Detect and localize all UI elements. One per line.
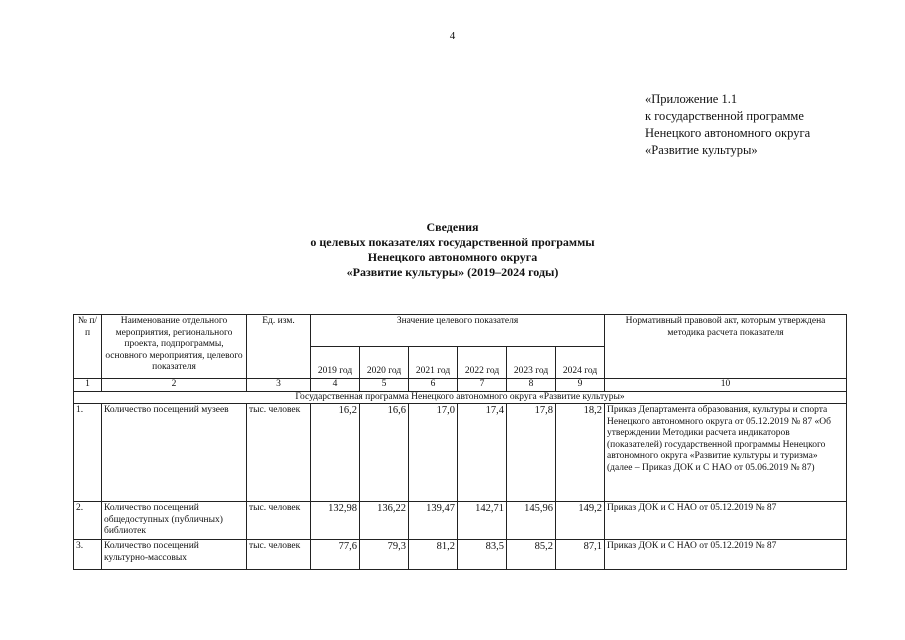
row-value: 142,71 [458, 502, 507, 540]
column-number: 2 [102, 379, 247, 392]
header-row [74, 315, 847, 347]
row-value: 87,1 [556, 540, 605, 570]
page-number: 4 [449, 30, 456, 42]
title-line: «Развитие культуры» (2019–2024 годы) [346, 265, 559, 279]
year-cell: 2022 год [458, 347, 507, 379]
row-value: 145,96 [507, 502, 556, 540]
row-value: 132,98 [311, 502, 360, 540]
appendix-line: «Приложение 1.1 [645, 92, 738, 106]
row-num: 3. [74, 540, 102, 570]
row-num: 2. [74, 502, 102, 540]
row-value: 77,6 [311, 540, 360, 570]
table-row [74, 540, 847, 570]
column-number: 3 [247, 379, 311, 392]
row-unit: тыс. человек [247, 502, 311, 540]
year-cell: 2019 год [311, 347, 360, 379]
row-name: Количество посещений общедоступных (публичных) библиотек [102, 502, 247, 540]
row-value: 17,8 [507, 404, 556, 502]
column-number: 4 [311, 379, 360, 392]
row-unit: тыс. человек [247, 540, 311, 570]
appendix-note [645, 91, 810, 159]
column-number: 8 [507, 379, 556, 392]
row-value: 83,5 [458, 540, 507, 570]
column-number: 5 [360, 379, 409, 392]
row-value: 79,3 [360, 540, 409, 570]
table-row [74, 404, 847, 502]
row-value: 16,2 [311, 404, 360, 502]
year-cell: 2024 год [556, 347, 605, 379]
appendix-line: Ненецкого автономного округа [645, 126, 811, 140]
row-value: 17,4 [458, 404, 507, 502]
row-value: 16,6 [360, 404, 409, 502]
table-row [74, 502, 847, 540]
header-value-group: Значение целевого показателя [311, 315, 605, 347]
column-number: 7 [458, 379, 507, 392]
title-line: Сведения [426, 220, 479, 234]
year-cell: 2020 год [360, 347, 409, 379]
row-value: 17,0 [409, 404, 458, 502]
year-cell: 2023 год [507, 347, 556, 379]
title-line: о целевых показателях государственной программы [310, 235, 595, 249]
row-num: 1. [74, 404, 102, 502]
document-title [0, 220, 905, 280]
column-number: 10 [605, 379, 847, 392]
row-legal-act: Приказ Департамента образования, культуры и спорта Ненецкого автономного округа от 05.12.2019 № 87 «Об утверждении Методики расчета индикаторов (показателей) государственной программы Ненецкого автономного округа «Развитие культуры и туризма» (далее – Приказ ДОК и С НАО от 05.06.2019 № 87) [605, 404, 847, 502]
column-number-row [74, 379, 847, 392]
column-number: 6 [409, 379, 458, 392]
column-number: 9 [556, 379, 605, 392]
header-unit: Ед. изм. [247, 315, 311, 379]
row-legal-act: Приказ ДОК и С НАО от 05.12.2019 № 87 [605, 540, 847, 570]
header-name: Наименование отдельного мероприятия, регионального проекта, подпрограммы, основного мероприятия, целевого показателя [102, 315, 247, 379]
column-number: 1 [74, 379, 102, 392]
appendix-line: «Развитие культуры» [645, 143, 758, 157]
section-title: Государственная программа Ненецкого автономного округа «Развитие культуры» [74, 391, 847, 404]
row-name: Количество посещений музеев [102, 404, 247, 502]
appendix-line: к государственной программе [645, 109, 804, 123]
indicators-table [73, 314, 847, 570]
row-value: 149,2 [556, 502, 605, 540]
section-row [74, 391, 847, 404]
header-num: № п/п [74, 315, 102, 379]
row-unit: тыс. человек [247, 404, 311, 502]
row-value: 85,2 [507, 540, 556, 570]
row-value: 136,22 [360, 502, 409, 540]
title-line: Ненецкого автономного округа [367, 250, 538, 264]
row-value: 139,47 [409, 502, 458, 540]
year-cell: 2021 год [409, 347, 458, 379]
header-legal: Нормативный правовой акт, которым утверждена методика расчета показателя [605, 315, 847, 379]
row-value: 18,2 [556, 404, 605, 502]
row-name: Количество посещений культурно-массовых [102, 540, 247, 570]
row-value: 81,2 [409, 540, 458, 570]
row-legal-act: Приказ ДОК и С НАО от 05.12.2019 № 87 [605, 502, 847, 540]
